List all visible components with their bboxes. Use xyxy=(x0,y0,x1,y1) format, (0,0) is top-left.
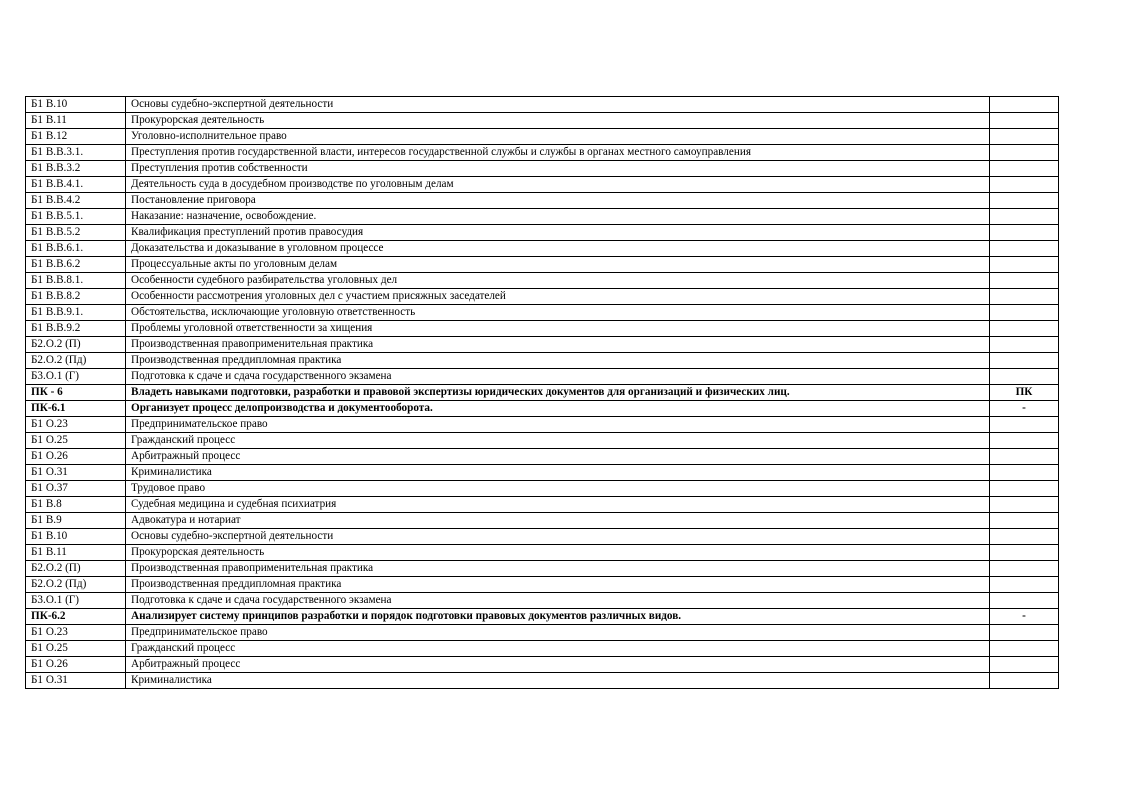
row-mark xyxy=(990,145,1059,161)
table-row xyxy=(26,193,1059,209)
row-mark xyxy=(990,241,1059,257)
row-name: Проблемы уголовной ответственности за хищения xyxy=(126,321,990,337)
table-row xyxy=(26,241,1059,257)
row-code: ПК - 6 xyxy=(26,385,126,401)
row-mark xyxy=(990,193,1059,209)
row-mark xyxy=(990,209,1059,225)
row-code: ПК-6.2 xyxy=(26,609,126,625)
row-name: Арбитражный процесс xyxy=(126,657,990,673)
row-name: Подготовка к сдаче и сдача государственного экзамена xyxy=(126,593,990,609)
row-mark: - xyxy=(990,609,1059,625)
row-name: Арбитражный процесс xyxy=(126,449,990,465)
row-name: Подготовка к сдаче и сдача государственного экзамена xyxy=(126,369,990,385)
row-code: Б1 В.В.4.2 xyxy=(26,193,126,209)
row-code: Б1 О.37 xyxy=(26,481,126,497)
row-code: Б1 В.10 xyxy=(26,97,126,113)
row-name: Организует процесс делопроизводства и документооборота. xyxy=(126,401,990,417)
row-mark xyxy=(990,433,1059,449)
table-row xyxy=(26,113,1059,129)
row-name: Прокурорская деятельность xyxy=(126,113,990,129)
table-row xyxy=(26,225,1059,241)
row-code: Б1 В.В.5.1. xyxy=(26,209,126,225)
table-row xyxy=(26,273,1059,289)
row-name: Гражданский процесс xyxy=(126,641,990,657)
row-name: Криминалистика xyxy=(126,673,990,689)
row-mark xyxy=(990,97,1059,113)
row-name: Постановление приговора xyxy=(126,193,990,209)
row-code: Б1 О.31 xyxy=(26,673,126,689)
row-code: Б1 В.В.8.2 xyxy=(26,289,126,305)
row-code: Б1 В.В.8.1. xyxy=(26,273,126,289)
row-code: Б1 В.В.6.2 xyxy=(26,257,126,273)
table-row xyxy=(26,177,1059,193)
row-mark xyxy=(990,177,1059,193)
competency-row xyxy=(26,609,1059,625)
competency-table xyxy=(25,96,1059,689)
row-code: ПК-6.1 xyxy=(26,401,126,417)
row-code: Б1 В.В.5.2 xyxy=(26,225,126,241)
row-name: Производственная преддипломная практика xyxy=(126,577,990,593)
row-name: Процессуальные акты по уголовным делам xyxy=(126,257,990,273)
table-row xyxy=(26,289,1059,305)
table-row xyxy=(26,465,1059,481)
row-mark xyxy=(990,529,1059,545)
table-row xyxy=(26,625,1059,641)
row-name: Доказательства и доказывание в уголовном процессе xyxy=(126,241,990,257)
row-mark xyxy=(990,625,1059,641)
row-code: Б1 В.В.9.1. xyxy=(26,305,126,321)
row-code: Б1 В.В.4.1. xyxy=(26,177,126,193)
row-code: Б2.О.2 (Пд) xyxy=(26,577,126,593)
table-row xyxy=(26,337,1059,353)
row-name: Основы судебно-экспертной деятельности xyxy=(126,529,990,545)
row-mark xyxy=(990,561,1059,577)
row-mark xyxy=(990,545,1059,561)
row-code: Б1 В.11 xyxy=(26,113,126,129)
row-name: Особенности судебного разбирательства уголовных дел xyxy=(126,273,990,289)
row-mark xyxy=(990,273,1059,289)
row-name: Квалификация преступлений против правосудия xyxy=(126,225,990,241)
table-row xyxy=(26,257,1059,273)
row-mark xyxy=(990,497,1059,513)
row-name: Преступления против государственной власти, интересов государственной службы и службы в органах местного самоуправления xyxy=(126,145,990,161)
competency-row xyxy=(26,401,1059,417)
row-code: Б1 О.26 xyxy=(26,657,126,673)
row-name: Производственная правоприменительная практика xyxy=(126,337,990,353)
row-mark: - xyxy=(990,401,1059,417)
row-name: Анализирует систему принципов разработки и порядок подготовки правовых документов различных видов. xyxy=(126,609,990,625)
row-mark xyxy=(990,257,1059,273)
table-body xyxy=(26,97,1059,689)
row-code: Б1 В.В.3.1. xyxy=(26,145,126,161)
row-mark xyxy=(990,161,1059,177)
table-row xyxy=(26,433,1059,449)
table-row xyxy=(26,321,1059,337)
row-code: Б1 В.В.9.2 xyxy=(26,321,126,337)
row-mark xyxy=(990,481,1059,497)
row-name: Прокурорская деятельность xyxy=(126,545,990,561)
row-mark xyxy=(990,113,1059,129)
row-code: Б1 В.8 xyxy=(26,497,126,513)
row-name: Особенности рассмотрения уголовных дел с участием присяжных заседателей xyxy=(126,289,990,305)
row-name: Предпринимательское право xyxy=(126,417,990,433)
row-code: Б2.О.2 (П) xyxy=(26,337,126,353)
row-mark xyxy=(990,465,1059,481)
row-name: Предпринимательское право xyxy=(126,625,990,641)
row-name: Адвокатура и нотариат xyxy=(126,513,990,529)
row-name: Производственная преддипломная практика xyxy=(126,353,990,369)
row-code: Б1 О.25 xyxy=(26,641,126,657)
row-code: Б1 О.25 xyxy=(26,433,126,449)
row-name: Криминалистика xyxy=(126,465,990,481)
row-code: Б1 В.12 xyxy=(26,129,126,145)
row-name: Основы судебно-экспертной деятельности xyxy=(126,97,990,113)
row-name: Гражданский процесс xyxy=(126,433,990,449)
table-row xyxy=(26,449,1059,465)
row-code: Б1 В.В.3.2 xyxy=(26,161,126,177)
row-code: Б1 О.23 xyxy=(26,417,126,433)
table-row xyxy=(26,545,1059,561)
row-mark xyxy=(990,369,1059,385)
row-mark xyxy=(990,289,1059,305)
table-row xyxy=(26,673,1059,689)
table-row xyxy=(26,353,1059,369)
row-mark xyxy=(990,513,1059,529)
table-row xyxy=(26,497,1059,513)
table-row xyxy=(26,657,1059,673)
row-mark: ПК xyxy=(990,385,1059,401)
table-row xyxy=(26,417,1059,433)
row-code: Б1 О.26 xyxy=(26,449,126,465)
row-code: Б1 О.23 xyxy=(26,625,126,641)
row-mark xyxy=(990,593,1059,609)
row-mark xyxy=(990,657,1059,673)
row-code: Б1 О.31 xyxy=(26,465,126,481)
table-row xyxy=(26,369,1059,385)
table-row xyxy=(26,481,1059,497)
row-name: Деятельность суда в досудебном производстве по уголовным делам xyxy=(126,177,990,193)
table-row xyxy=(26,129,1059,145)
table-row xyxy=(26,593,1059,609)
table-row xyxy=(26,97,1059,113)
row-code: Б1 В.11 xyxy=(26,545,126,561)
row-code: Б1 В.9 xyxy=(26,513,126,529)
row-name: Владеть навыками подготовки, разработки и правовой экспертизы юридических документов для организаций и физических лиц. xyxy=(126,385,990,401)
row-mark xyxy=(990,673,1059,689)
row-mark xyxy=(990,321,1059,337)
row-mark xyxy=(990,641,1059,657)
row-name: Производственная правоприменительная практика xyxy=(126,561,990,577)
row-mark xyxy=(990,225,1059,241)
table-row xyxy=(26,305,1059,321)
row-code: Б2.О.2 (Пд) xyxy=(26,353,126,369)
row-code: Б3.О.1 (Г) xyxy=(26,369,126,385)
table-row xyxy=(26,577,1059,593)
table-row xyxy=(26,641,1059,657)
row-name: Обстоятельства, исключающие уголовную ответственность xyxy=(126,305,990,321)
competency-row xyxy=(26,385,1059,401)
row-name: Наказание: назначение, освобождение. xyxy=(126,209,990,225)
table-row xyxy=(26,561,1059,577)
row-mark xyxy=(990,353,1059,369)
row-name: Преступления против собственности xyxy=(126,161,990,177)
table-row xyxy=(26,529,1059,545)
row-code: Б2.О.2 (П) xyxy=(26,561,126,577)
row-mark xyxy=(990,129,1059,145)
row-code: Б3.О.1 (Г) xyxy=(26,593,126,609)
row-mark xyxy=(990,577,1059,593)
table-row xyxy=(26,513,1059,529)
row-mark xyxy=(990,337,1059,353)
row-mark xyxy=(990,417,1059,433)
row-mark xyxy=(990,305,1059,321)
row-name: Уголовно-исполнительное право xyxy=(126,129,990,145)
row-name: Судебная медицина и судебная психиатрия xyxy=(126,497,990,513)
table-row xyxy=(26,209,1059,225)
row-mark xyxy=(990,449,1059,465)
table-row xyxy=(26,145,1059,161)
row-code: Б1 В.В.6.1. xyxy=(26,241,126,257)
row-name: Трудовое право xyxy=(126,481,990,497)
table-row xyxy=(26,161,1059,177)
row-code: Б1 В.10 xyxy=(26,529,126,545)
